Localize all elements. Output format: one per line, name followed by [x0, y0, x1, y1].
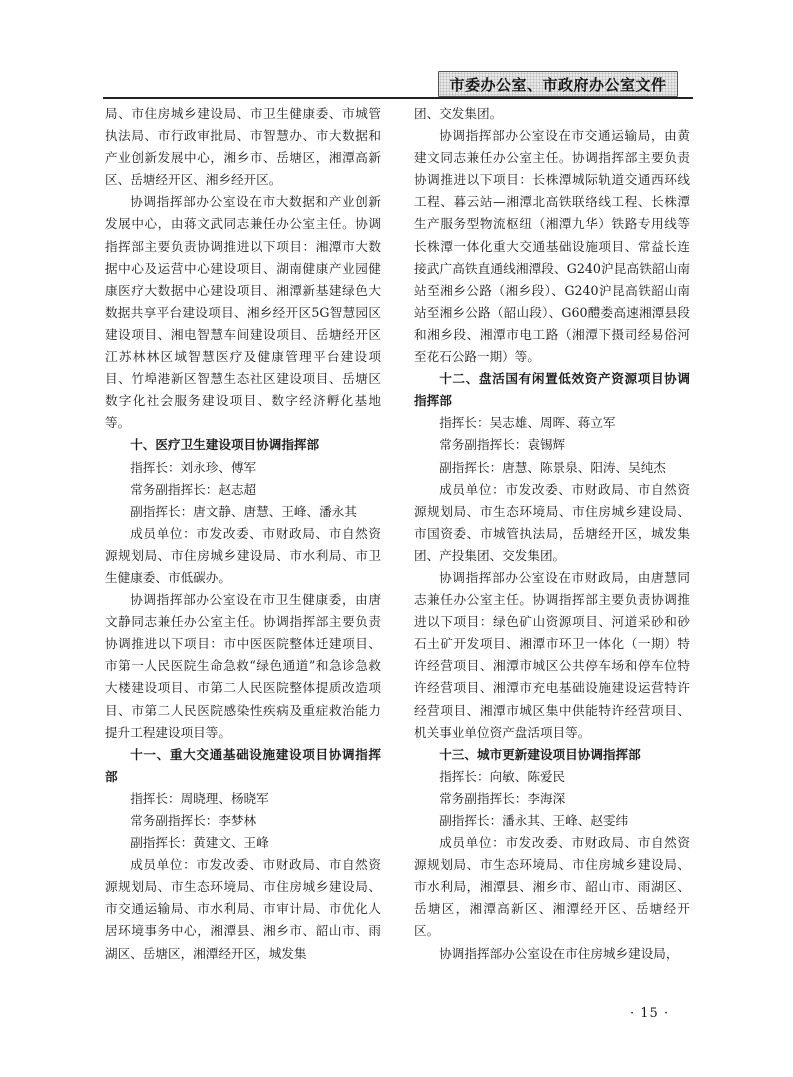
- section-heading: 十二、盘活国有闲置低效资产资源项目协调指挥部: [414, 371, 690, 409]
- paragraph: 指挥长：刘永珍、傅军: [130, 459, 257, 475]
- page-number: · 15 ·: [630, 1006, 670, 1021]
- section-heading: 十、医疗卫生建设项目协调指挥部: [130, 437, 320, 453]
- paragraph: 副指挥长：潘永其、王峰、赵雯纬: [439, 813, 629, 828]
- paragraph: 副指挥长：唐文静、唐慧、王峰、潘永其: [130, 503, 357, 519]
- header-rule: [103, 97, 693, 99]
- paragraph: 团、交发集团。: [414, 106, 503, 121]
- paragraph: 协调指挥部办公室设在市大数据和产业创新发展中心，由蒋文武同志兼任办公室主任。协调指挥部主要负责协调推进以下项目：湘潭市大数据中心及运营中心建设项目、湖南健康产业园健康医疗大数据中心建设项目、湘潭新基建绿色大数据共享平台建设项目、湘乡经开区5G智慧园区建设项目、湘电智慧车间建设项目、岳塘经开区江苏林林区域智慧医疗及健康管理平台建设项目、竹埠港新区智慧生态社区建设项目、岳塘区数字化社会服务建设项目、数字经济孵化基地等。: [105, 194, 381, 431]
- section-heading: 十三、城市更新建设项目协调指挥部: [439, 746, 641, 762]
- left-text-column: [105, 103, 381, 965]
- paragraph: 副指挥长：黄建文、王峰: [130, 835, 269, 851]
- paragraph: 协调指挥部办公室设在市交通运输局，由黄建文同志兼任办公室主任。协调指挥部主要负责协调推进以下项目：长株潭城际轨道交通西环线工程、暮云站—湘潭北高铁联络线工程、长株潭生产服务型物流枢纽（湘潭九华）铁路专用线等长株潭一体化重大交通基础设施项目、常益长连接武广高铁直通线湘潭段、G240沪昆高铁韶山南站至湘乡公路（湘乡段）、G240沪昆高铁韶山南站至湘乡公路（韶山段）、G60醴娄高速湘潭县段和湘乡段、湘潭市电工路（湘潭下摄司经易俗河至花石公路一期）等。: [414, 128, 690, 365]
- section-heading: 十一、重大交通基础设施建设项目协调指挥部: [105, 746, 381, 784]
- document-header-label: 市委办公室、市政府办公室文件: [438, 71, 678, 97]
- paragraph: 协调指挥部办公室设在市住房城乡建设局，: [439, 945, 679, 961]
- paragraph: 指挥长：吴志雄、周晖、蒋立军: [439, 415, 616, 431]
- paragraph: 常务副指挥长：李梦林: [130, 813, 257, 828]
- paragraph: 副指挥长：唐慧、陈景泉、阳涛、吴纯杰: [439, 459, 666, 475]
- paragraph: 指挥长：周晓理、杨晓军: [130, 790, 269, 806]
- paragraph: 常务副指挥长：袁锡辉: [439, 437, 566, 453]
- paragraph: 协调指挥部办公室设在市财政局，由唐慧同志兼任办公室主任。协调指挥部主要负责协调推进以下项目：绿色矿山资源项目、河道采砂和砂石土矿开发项目、湘潭市环卫一体化（一期）特许经营项目、湘潭市城区公共停车场和停车位特许经营项目、湘潭市充电基础设施建设运营特许经营项目、湘潭市城区集中供能特许经营项目、机关事业单位资产盘活项目等。: [414, 569, 690, 740]
- paragraph: 成员单位：市发改委、市财政局、市自然资源规划局、市生态环境局、市住房城乡建设局、市国资委、市城管执法局，岳塘经开区，城发集团、产投集团、交发集团。: [414, 481, 690, 563]
- paragraph: 常务副指挥长：李海深: [439, 790, 566, 806]
- paragraph: 成员单位：市发改委、市财政局、市自然资源规划局、市住房城乡建设局、市水利局、市卫生健康委、市低碳办。: [105, 525, 381, 585]
- paragraph: 局、市住房城乡建设局、市卫生健康委、市城管执法局、市行政审批局、市智慧办、市大数据和产业创新发展中心，湘乡市、岳塘区，湘潭高新区、岳塘经开区、湘乡经开区。: [105, 106, 381, 188]
- paragraph: 常务副指挥长：赵志超: [130, 481, 257, 497]
- paragraph: 成员单位：市发改委、市财政局、市自然资源规划局、市生态环境局、市住房城乡建设局、市水利局，湘潭县、湘乡市、韶山市、雨湖区、岳塘区，湘潭高新区、湘潭经开区、岳塘经开区。: [414, 835, 690, 939]
- right-text-column: [414, 103, 690, 965]
- paragraph: 成员单位：市发改委、市财政局、市自然资源规划局、市生态环境局、市住房城乡建设局、市交通运输局、市水利局、市审计局、市优化人居环境事务中心，湘潭县、湘乡市、韶山市、雨湖区、岳塘区，湘潭经开区，城发集: [105, 857, 381, 961]
- paragraph: 协调指挥部办公室设在市卫生健康委，由唐文静同志兼任办公室主任。协调指挥部主要负责协调推进以下项目：市中医医院整体迁建项目、市第一人民医院生命急救“绿色通道”和急诊急救大楼建设项目、市第二人民医院整体提质改造项目、市第二人民医院感染性疾病及重症救治能力提升工程建设项目等。: [105, 592, 381, 740]
- paragraph: 指挥长：向敏、陈爱民: [439, 768, 566, 784]
